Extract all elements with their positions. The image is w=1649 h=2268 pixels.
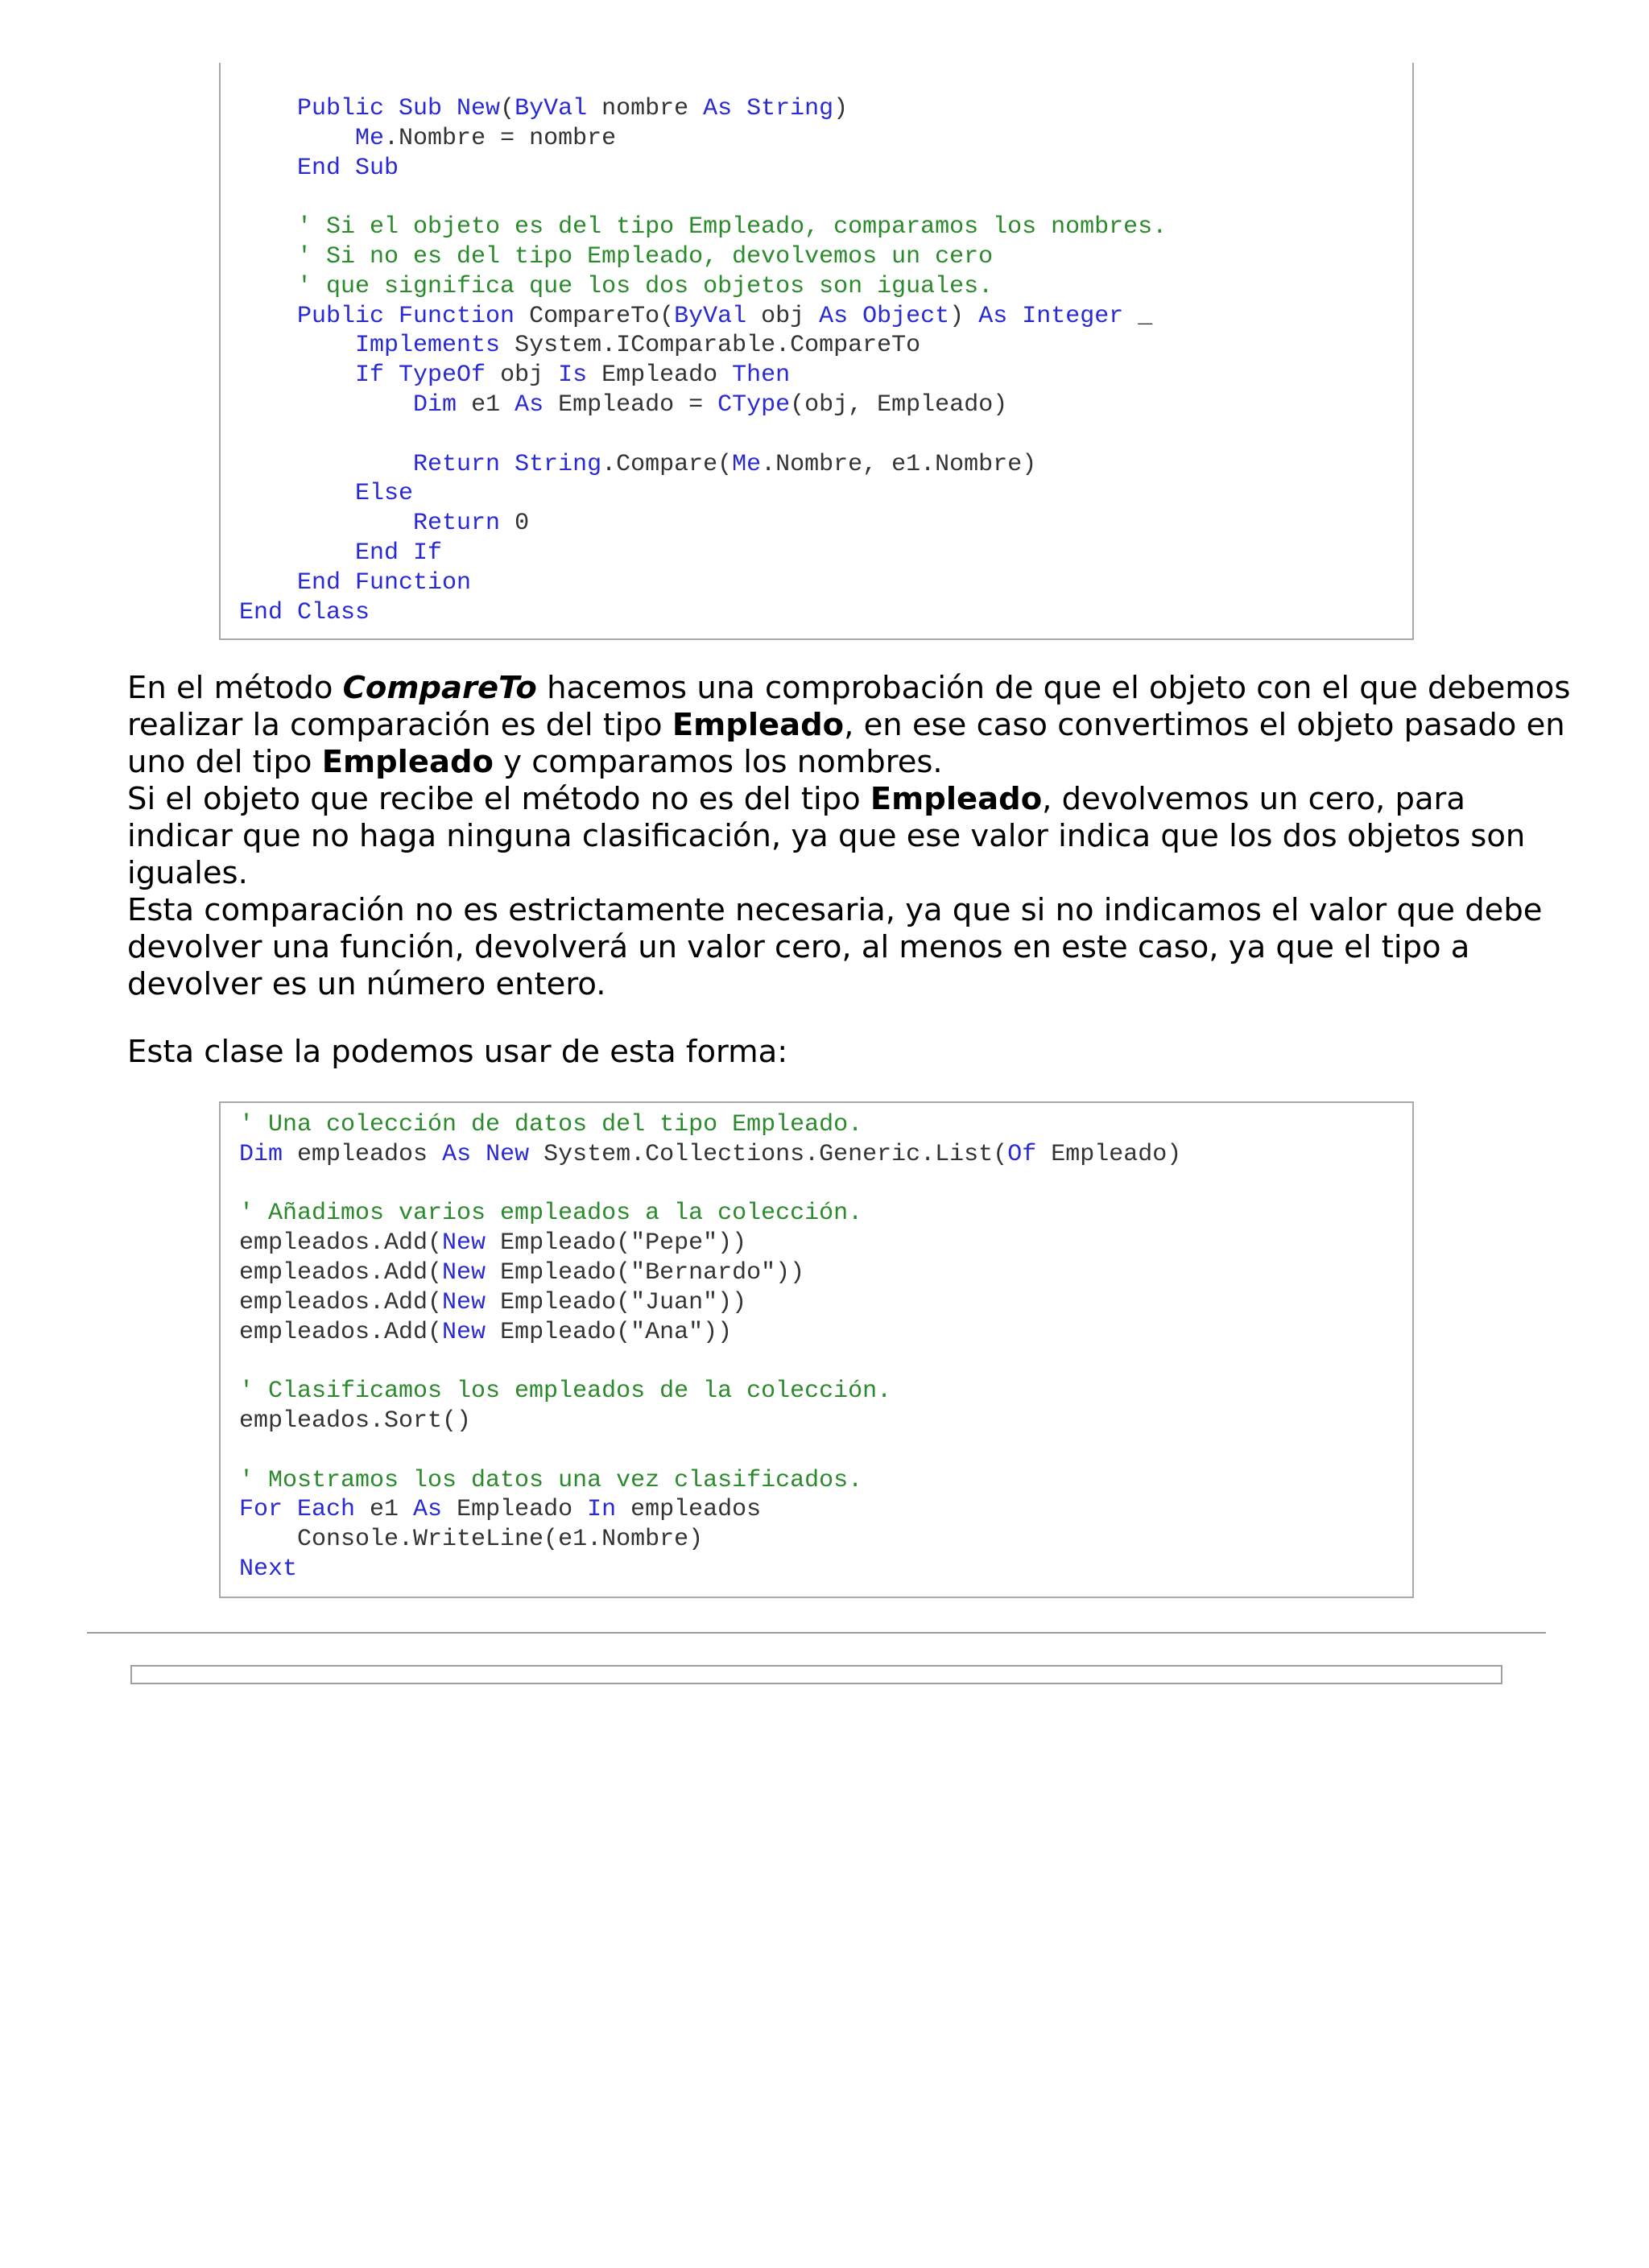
emphasis-text: CompareTo [342,670,537,706]
code-block-class-empleado [219,63,1414,640]
text-run [239,303,297,330]
text-run: En el método [127,670,343,706]
text-run: Esta comparación no es estrictamente necesaria, ya que si no indicamos el valor que debe [127,892,1543,928]
text-run [239,213,297,241]
text-run: Empleado("Juan")) [486,1288,747,1316]
code-line [239,1170,1412,1200]
code-line [239,568,1412,598]
text-run: System.Collections.Generic.List( [529,1140,1008,1168]
text-run: y comparamos los nombres. [493,744,943,780]
code-comment: ' Clasificamos los empleados de la colección. [239,1378,892,1406]
usage-intro-paragraph [127,1034,1544,1071]
text-run: empleados.Add( [239,1229,443,1258]
code-keyword: Dim [239,1140,283,1168]
text-line [127,670,1571,707]
text-run [239,332,355,359]
text-run: nombre [587,95,704,122]
empty-frame [130,1665,1502,1684]
text-run: indicar que no haga ninguna clasificación, ya que ese valor indica que los dos objetos son [127,818,1526,854]
text-run: uno del tipo [127,744,322,780]
code-line [239,302,1412,332]
code-keyword: End If [355,539,443,567]
code-keyword: In [587,1496,617,1524]
emphasis-text: Empleado [321,744,494,780]
code-line [239,1110,1412,1140]
text-line [127,892,1544,929]
text-run: , devolvemos un cero, para [1042,781,1465,817]
code-comment: ' Si el objeto es del tipo Empleado, comparamos los nombres. [297,213,1168,242]
code-keyword: New [442,1288,486,1316]
text-run: Console.WriteLine(e1.Nombre) [239,1526,704,1554]
code-keyword: As [413,1496,443,1524]
text-run: empleados.Add( [239,1288,443,1316]
explanation-paragraph [127,670,1571,1003]
text-run [239,125,355,152]
text-line [127,781,1544,818]
text-run: ( [500,95,515,122]
code-keyword: Next [239,1555,298,1583]
code-comment: ' que significa que los dos objetos son iguales. [297,272,994,300]
code-line [239,1525,1412,1555]
code-keyword: Dim [413,390,457,419]
text-run: (obj, Empleado) [790,390,1008,419]
code-line [239,1229,1412,1258]
code-block-usage-example [219,1101,1414,1598]
text-run: _ [1123,302,1153,330]
text-run: empleados [283,1140,443,1168]
code-keyword: As String [703,95,834,122]
code-keyword: New [442,1318,486,1346]
code-line [239,242,1412,272]
code-line [239,390,1412,420]
code-keyword: If TypeOf [355,361,486,390]
text-run: CompareTo( [515,302,675,330]
code-line [239,1495,1412,1525]
code-line [239,479,1412,509]
code-keyword: For Each [239,1496,356,1524]
code-keyword: New [442,1258,486,1287]
text-run [239,539,355,567]
text-run [239,95,297,122]
text-run: ) [833,95,849,122]
code-keyword: Then [732,361,791,390]
code-line [239,539,1412,568]
code-line [239,183,1412,213]
code-keyword: New [442,1229,486,1258]
text-run [239,273,297,300]
text-run: Empleado) [1036,1140,1182,1168]
code-keyword: As New [442,1140,530,1168]
text-run: .Nombre = nombre [384,124,617,152]
code-keyword: As [515,390,544,419]
text-run [239,510,413,537]
code-keyword: Of [1007,1140,1037,1168]
code-line [239,420,1412,450]
code-keyword: Is [558,361,588,390]
text-run: hacemos una comprobación de que el objeto con el que debemos [536,670,1571,706]
text-run: obj [486,361,559,390]
code-line [239,94,1412,124]
text-run [239,569,297,597]
code-keyword: End Sub [297,154,399,182]
text-line [127,855,1544,892]
code-line [239,1407,1412,1436]
code-line [239,1288,1412,1318]
code-keyword: ByVal [515,95,588,122]
text-line [127,818,1544,855]
text-run: 0 [500,510,530,538]
code-line [239,1258,1412,1288]
code-keyword: End Class [239,598,370,626]
code-line [239,1318,1412,1348]
text-run: obj [746,302,820,330]
text-run: ) [949,302,979,330]
code-keyword: As Object [819,302,950,330]
code-line [239,1140,1412,1170]
text-run: Si el objeto que recibe el método no es del tipo [127,781,870,817]
emphasis-text: Empleado [672,707,845,743]
text-run: Empleado("Ana")) [486,1318,733,1346]
code-line [239,450,1412,480]
text-run: System.IComparable.CompareTo [500,332,921,360]
text-run: empleados.Sort() [239,1407,472,1435]
usage-intro-text: Esta clase la podemos usar de esta forma: [127,1034,788,1070]
code-line [239,361,1412,390]
code-line [239,213,1412,242]
code-line [239,154,1412,184]
text-run: e1 [355,1496,414,1524]
code-line [239,1555,1412,1584]
text-run [239,391,413,419]
text-run: empleados [616,1496,762,1524]
code-keyword: Else [355,480,414,508]
code-line [239,509,1412,539]
text-run: devolver es un número entero. [127,966,606,1002]
code-keyword: Me [355,124,385,152]
code-lines [239,1103,1412,1584]
text-run: .Nombre, e1.Nombre) [761,450,1037,478]
text-line [127,929,1544,966]
text-line [127,707,1565,744]
text-run: e1 [457,390,515,419]
text-run: .Compare( [601,450,733,478]
explanation-lines [127,670,1571,1003]
text-run: Empleado("Bernardo")) [486,1258,805,1287]
code-line [239,1377,1412,1407]
code-keyword: Public Function [297,302,515,330]
horizontal-divider [87,1632,1546,1634]
text-run [239,451,413,478]
text-run: Empleado [587,361,733,390]
code-line [239,1436,1412,1466]
text-run [239,155,297,182]
code-keyword: Public Sub New [297,95,501,122]
text-run: empleados.Add( [239,1258,443,1287]
code-line [239,1347,1412,1377]
text-run: empleados.Add( [239,1318,443,1346]
code-line [239,1199,1412,1229]
code-keyword: As Integer [978,302,1124,330]
text-run: realizar la comparación es del tipo [127,707,672,743]
text-run [239,361,355,389]
text-run [239,480,355,507]
code-keyword: CType [717,390,791,419]
code-comment: ' Si no es del tipo Empleado, devolvemos un cero [297,242,994,271]
code-comment: ' Añadimos varios empleados a la colección. [239,1200,863,1228]
text-run: Empleado("Pepe")) [486,1229,747,1258]
text-run: Empleado [442,1496,588,1524]
code-keyword: Me [732,450,762,478]
code-keyword: ByVal [674,302,747,330]
text-line [127,744,1544,781]
code-comment: ' Una colección de datos del tipo Empleado. [239,1111,863,1138]
code-lines [239,63,1412,627]
text-run [239,243,297,271]
code-line [239,124,1412,154]
text-run: , en ese caso convertimos el objeto pasado en [844,707,1565,743]
code-line [239,1466,1412,1496]
code-line [239,331,1412,361]
code-line [239,598,1412,628]
text-line [127,966,1544,1003]
text-run: iguales. [127,855,248,891]
code-keyword: Implements [355,332,501,360]
code-keyword: End Function [297,568,472,597]
text-run: Empleado = [543,390,718,419]
emphasis-text: Empleado [870,781,1043,817]
code-line [239,272,1412,302]
text-run: devolver una función, devolverá un valor cero, al menos en este caso, ya que el tipo a [127,929,1470,965]
code-keyword: Return String [413,450,602,478]
code-comment: ' Mostramos los datos una vez clasificados. [239,1466,863,1494]
code-keyword: Return [413,510,501,538]
